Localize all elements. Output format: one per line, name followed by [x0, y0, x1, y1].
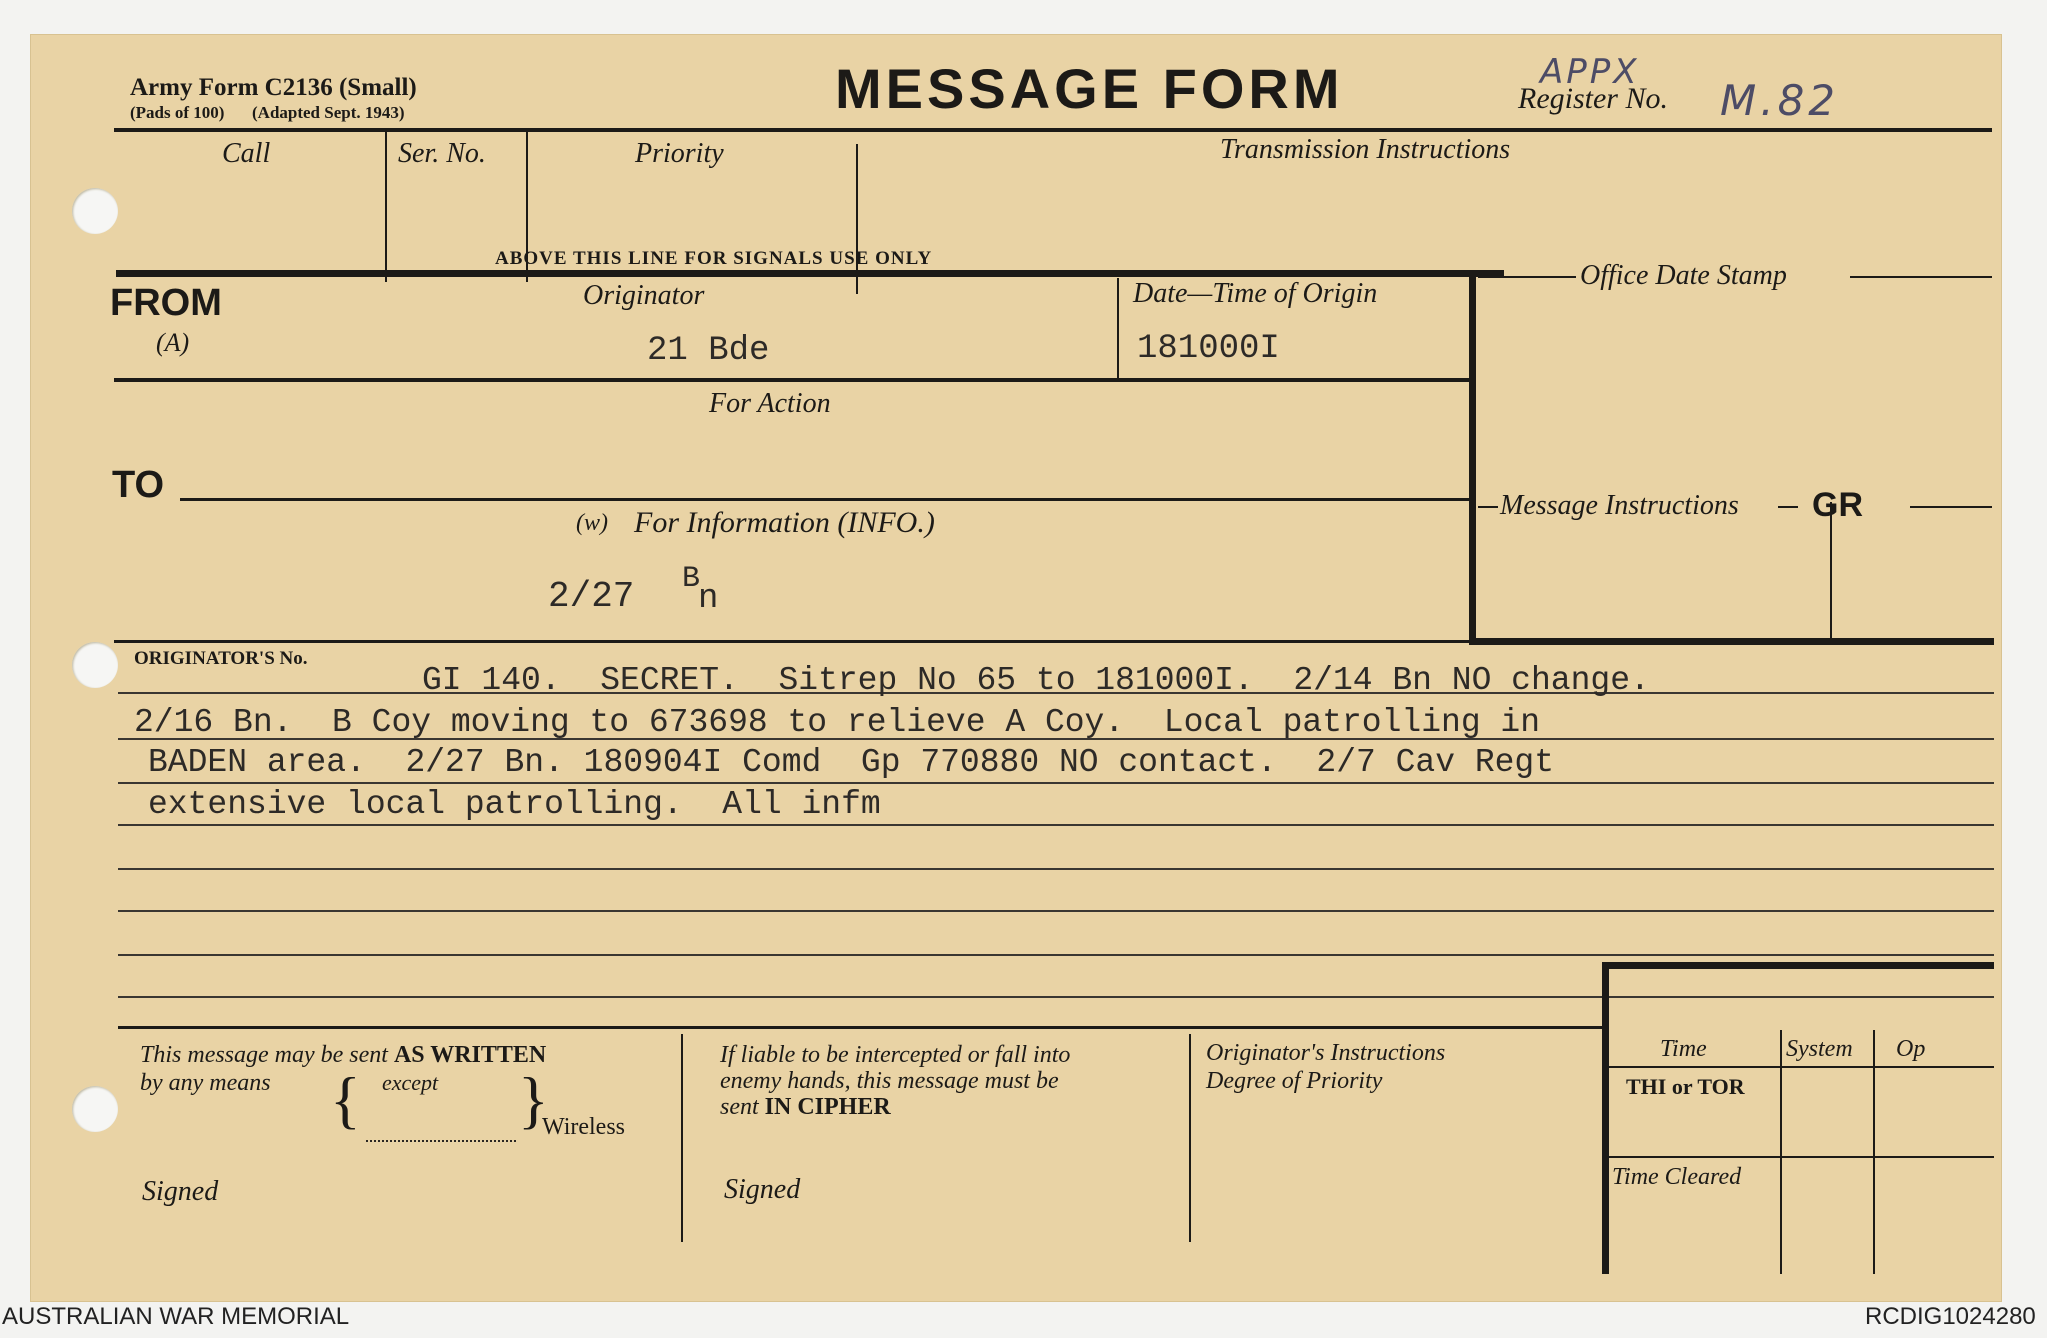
adapted-note: (Adapted Sept. 1943) [252, 103, 405, 122]
register-no-label: Register No. [1518, 82, 1668, 115]
cipher-line-1: If liable to be intercepted or fall into [720, 1042, 1071, 1068]
date-time-of-origin-value: 181000I [1137, 330, 1280, 368]
dto-divider [1117, 278, 1119, 378]
message-rule-6 [118, 910, 1994, 912]
message-line-4: extensive local patrolling. All infm [148, 786, 881, 823]
originators-no-label: ORIGINATOR'S No. [134, 648, 308, 669]
priority-label: Priority [635, 138, 724, 169]
transmission-instructions-label: Transmission Instructions [1220, 134, 1511, 165]
originator-bottom-rule [114, 378, 1470, 382]
punch-hole-bottom [72, 1086, 118, 1132]
from-top-rule [116, 270, 1504, 277]
cipher-sent: sent [720, 1094, 759, 1120]
bottom-divider-2 [1189, 1034, 1191, 1242]
call-label: Call [222, 138, 271, 169]
time-header: Time [1660, 1036, 1707, 1062]
info-recipient-superscript: B [682, 562, 701, 596]
op-header: Op [1896, 1036, 1926, 1062]
signals-use-note: ABOVE THIS LINE FOR SIGNALS USE ONLY [495, 248, 933, 269]
message-rule-8 [118, 996, 1994, 998]
signed-label-middle: Signed [724, 1174, 801, 1205]
by-any-means-text: by any means [140, 1070, 271, 1096]
system-header: System [1786, 1036, 1853, 1062]
punch-hole-middle [72, 642, 118, 688]
cipher-line-2: enemy hands, this message must be [720, 1068, 1059, 1094]
time-table-mid-rule [1608, 1156, 1994, 1158]
info-recipient-suffix: n [698, 580, 719, 618]
bottom-section-top-rule [118, 1026, 1602, 1029]
footer-left-credit: AUSTRALIAN WAR MEMORIAL [2, 1303, 350, 1330]
from-label: FROM [110, 282, 222, 324]
message-rule-5 [118, 868, 1994, 870]
except-brace-right: } [518, 1064, 549, 1135]
info-bottom-rule [114, 640, 1470, 643]
message-form-card [30, 34, 2002, 1302]
message-rule-3 [118, 782, 1994, 784]
message-line-2: 2/16 Bn. B Coy moving to 673698 to relieve A Coy. Local patrolling in [134, 704, 1541, 741]
pads-note: (Pads of 100) [130, 103, 225, 122]
message-instructions-rule-left [1478, 506, 1498, 508]
message-rule-4 [118, 824, 1994, 826]
right-block-bottom-rule [1469, 638, 1994, 645]
time-cleared-label: Time Cleared [1612, 1164, 1742, 1190]
w-label: (w) [576, 510, 608, 536]
time-block-left-rule [1602, 962, 1609, 1274]
as-written-prefix: This message may be sent [140, 1042, 388, 1068]
except-label: except [382, 1070, 439, 1095]
right-block-divider [1469, 270, 1476, 644]
time-block-top-rule [1602, 962, 1994, 969]
cipher-bold: IN CIPHER [764, 1094, 891, 1120]
date-time-of-origin-label: Date—Time of Origin [1133, 278, 1378, 309]
punch-hole-top [72, 188, 118, 234]
time-table-header-rule [1608, 1066, 1994, 1068]
degree-of-priority-label: Degree of Priority [1206, 1068, 1383, 1094]
message-rule-7 [118, 954, 1994, 956]
thi-or-tor-label: THI or TOR [1626, 1074, 1745, 1099]
as-written-bold: AS WRITTEN [393, 1042, 547, 1068]
gr-label: GR [1812, 486, 1863, 524]
originator-label: Originator [583, 280, 705, 311]
wireless-label: Wireless [542, 1114, 626, 1140]
footer-right-id: RCDIG1024280 [1865, 1303, 2036, 1330]
office-stamp-rule-left [1478, 276, 1576, 278]
originator-value: 21 Bde [647, 332, 770, 370]
message-instructions-label: Message Instructions [1500, 490, 1739, 521]
army-form-number: Army Form C2136 (Small) [130, 74, 417, 101]
gr-rule-right [1910, 506, 1992, 508]
info-recipient: 2/27 [548, 576, 635, 617]
call-divider [385, 132, 387, 282]
except-dotted-line [366, 1140, 516, 1142]
register-handwritten-appx: APPX [1540, 52, 1640, 92]
message-line-3: BADEN area. 2/27 Bn. 180904I Comd Gp 770880 NO contact. 2/7 Cav Regt [148, 744, 1555, 781]
header-rule [114, 128, 1992, 132]
ser-no-label: Ser. No. [398, 138, 486, 169]
register-handwritten-number: M.82 [1720, 76, 1840, 125]
except-brace-left: { [330, 1064, 361, 1135]
message-line-1: GI 140. SECRET. Sitrep No 65 to 181000I. 2/14 Bn NO change. [422, 662, 1650, 699]
office-date-stamp-label: Office Date Stamp [1580, 260, 1787, 291]
message-instructions-rule-mid [1778, 506, 1798, 508]
for-information-label: For Information (INFO.) [634, 506, 935, 539]
to-label: TO [112, 464, 165, 506]
to-rule [180, 498, 1470, 501]
originators-instructions-label: Originator's Instructions [1206, 1040, 1446, 1066]
a-label: (A) [156, 328, 190, 357]
for-action-label: For Action [709, 388, 831, 419]
cipher-line-3 [720, 1094, 891, 1121]
office-stamp-rule-right [1850, 276, 1992, 278]
form-title: MESSAGE FORM [835, 57, 1344, 120]
bottom-divider-1 [681, 1034, 683, 1242]
signed-label-left: Signed [142, 1176, 219, 1207]
